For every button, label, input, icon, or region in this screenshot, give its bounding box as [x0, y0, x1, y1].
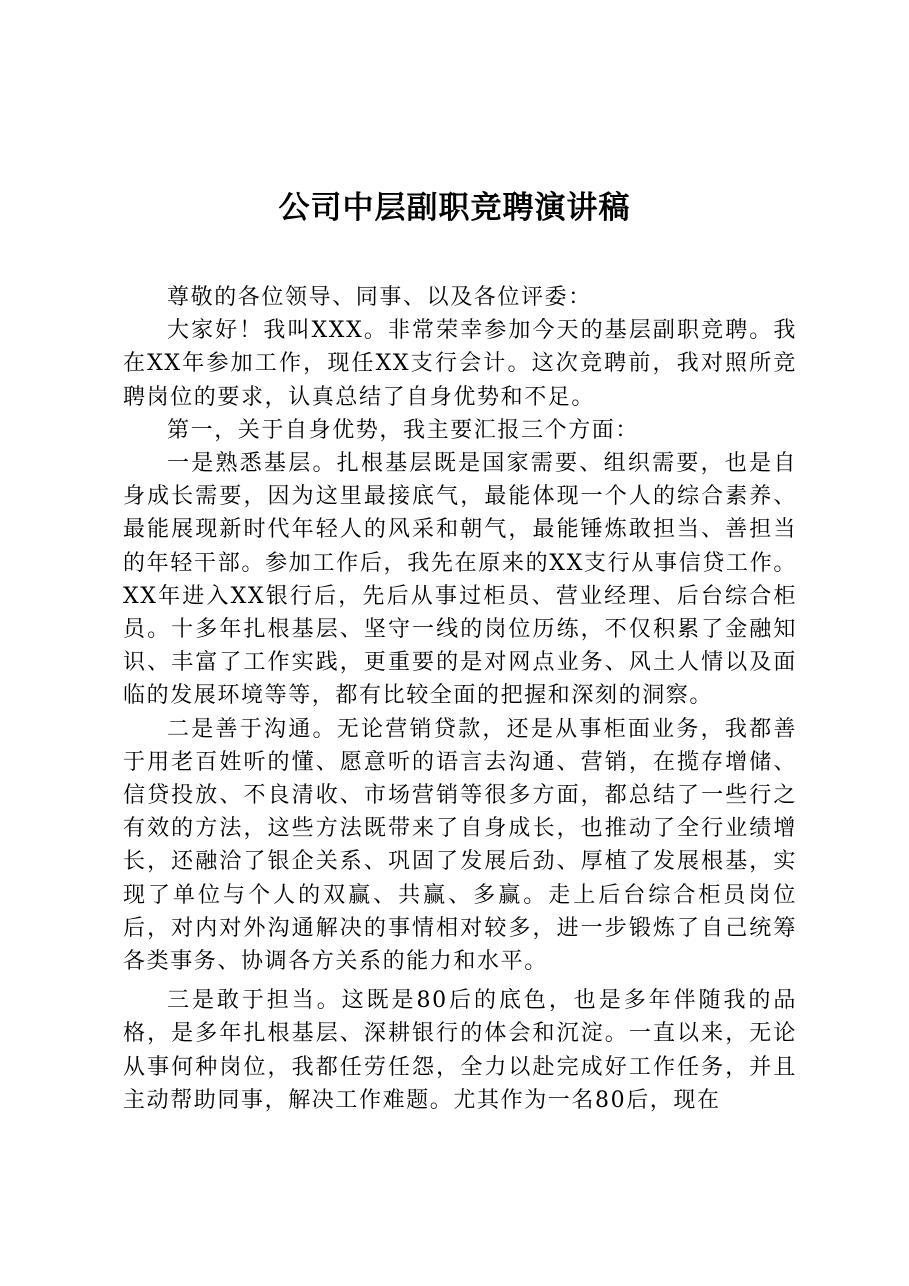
good-communication-paragraph: 二是善于沟通。无论营销贷款，还是从事柜面业务，我都善于用老百姓听的懂、愿意听的语言去沟通、营销，在揽存增储、信贷投放、不良清收、市场营销等很多方面，都总结了一些行之有效的方法，这些方法既带来了自身成长，也推动了全行业绩增长，还融洽了银企关系、巩固了发展后劲、厚植了发展根基，实现了单位与个人的双赢、共赢、多赢。走上后台综合柜员岗位后，对内对外沟通解决的事情相对较多，进一步锻炼了自己统筹各类事务、协调各方关系的能力和水平。: [123, 716, 797, 975]
salutation-paragraph: 尊敬的各位领导、同事、以及各位评委：: [167, 285, 592, 310]
familiar-grassroots-paragraph: 一是熟悉基层。扎根基层既是国家需要、组织需要，也是自身成长需要，因为这里最接底气，最能体现一个人的综合素养、最能展现新时代年轻人的风采和朝气，最能锤炼敢担当、善担当的年轻干部。参加工作后，我先在原来的XX支行从事信贷工作。XX年进入XX银行后，先后从事过柜员、营业经理、后台综合柜员。十多年扎根基层、坚守一线的岗位历练，不仅积累了金融知识、丰富了工作实践，更重要的是对网点业务、风土人情以及面临的发展环境等等，都有比较全面的把握和深刻的洞察。: [123, 451, 797, 709]
take-responsibility-paragraph: 三是敢于担当。这既是80后的底色，也是多年伴随我的品格，是多年扎根基层、深耕银行的体会和沉淀。一直以来，无论从事何种岗位，我都任劳任怨，全力以赴完成好工作任务，并且主动帮助同事，解决工作难题。尤其作为一名80后，现在: [123, 988, 797, 1113]
greeting-paragraph: 大家好！我叫XXX。非常荣幸参加今天的基层副职竞聘。我在XX年参加工作，现任XX支行会计。这次竞聘前，我对照所竞聘岗位的要求，认真总结了自身优势和不足。: [123, 318, 797, 410]
document-title: 公司中层副职竞聘演讲稿: [278, 190, 631, 226]
first-point-heading-paragraph: 第一，关于自身优势，我主要汇报三个方面：: [167, 417, 640, 443]
document-body: [123, 281, 797, 1117]
